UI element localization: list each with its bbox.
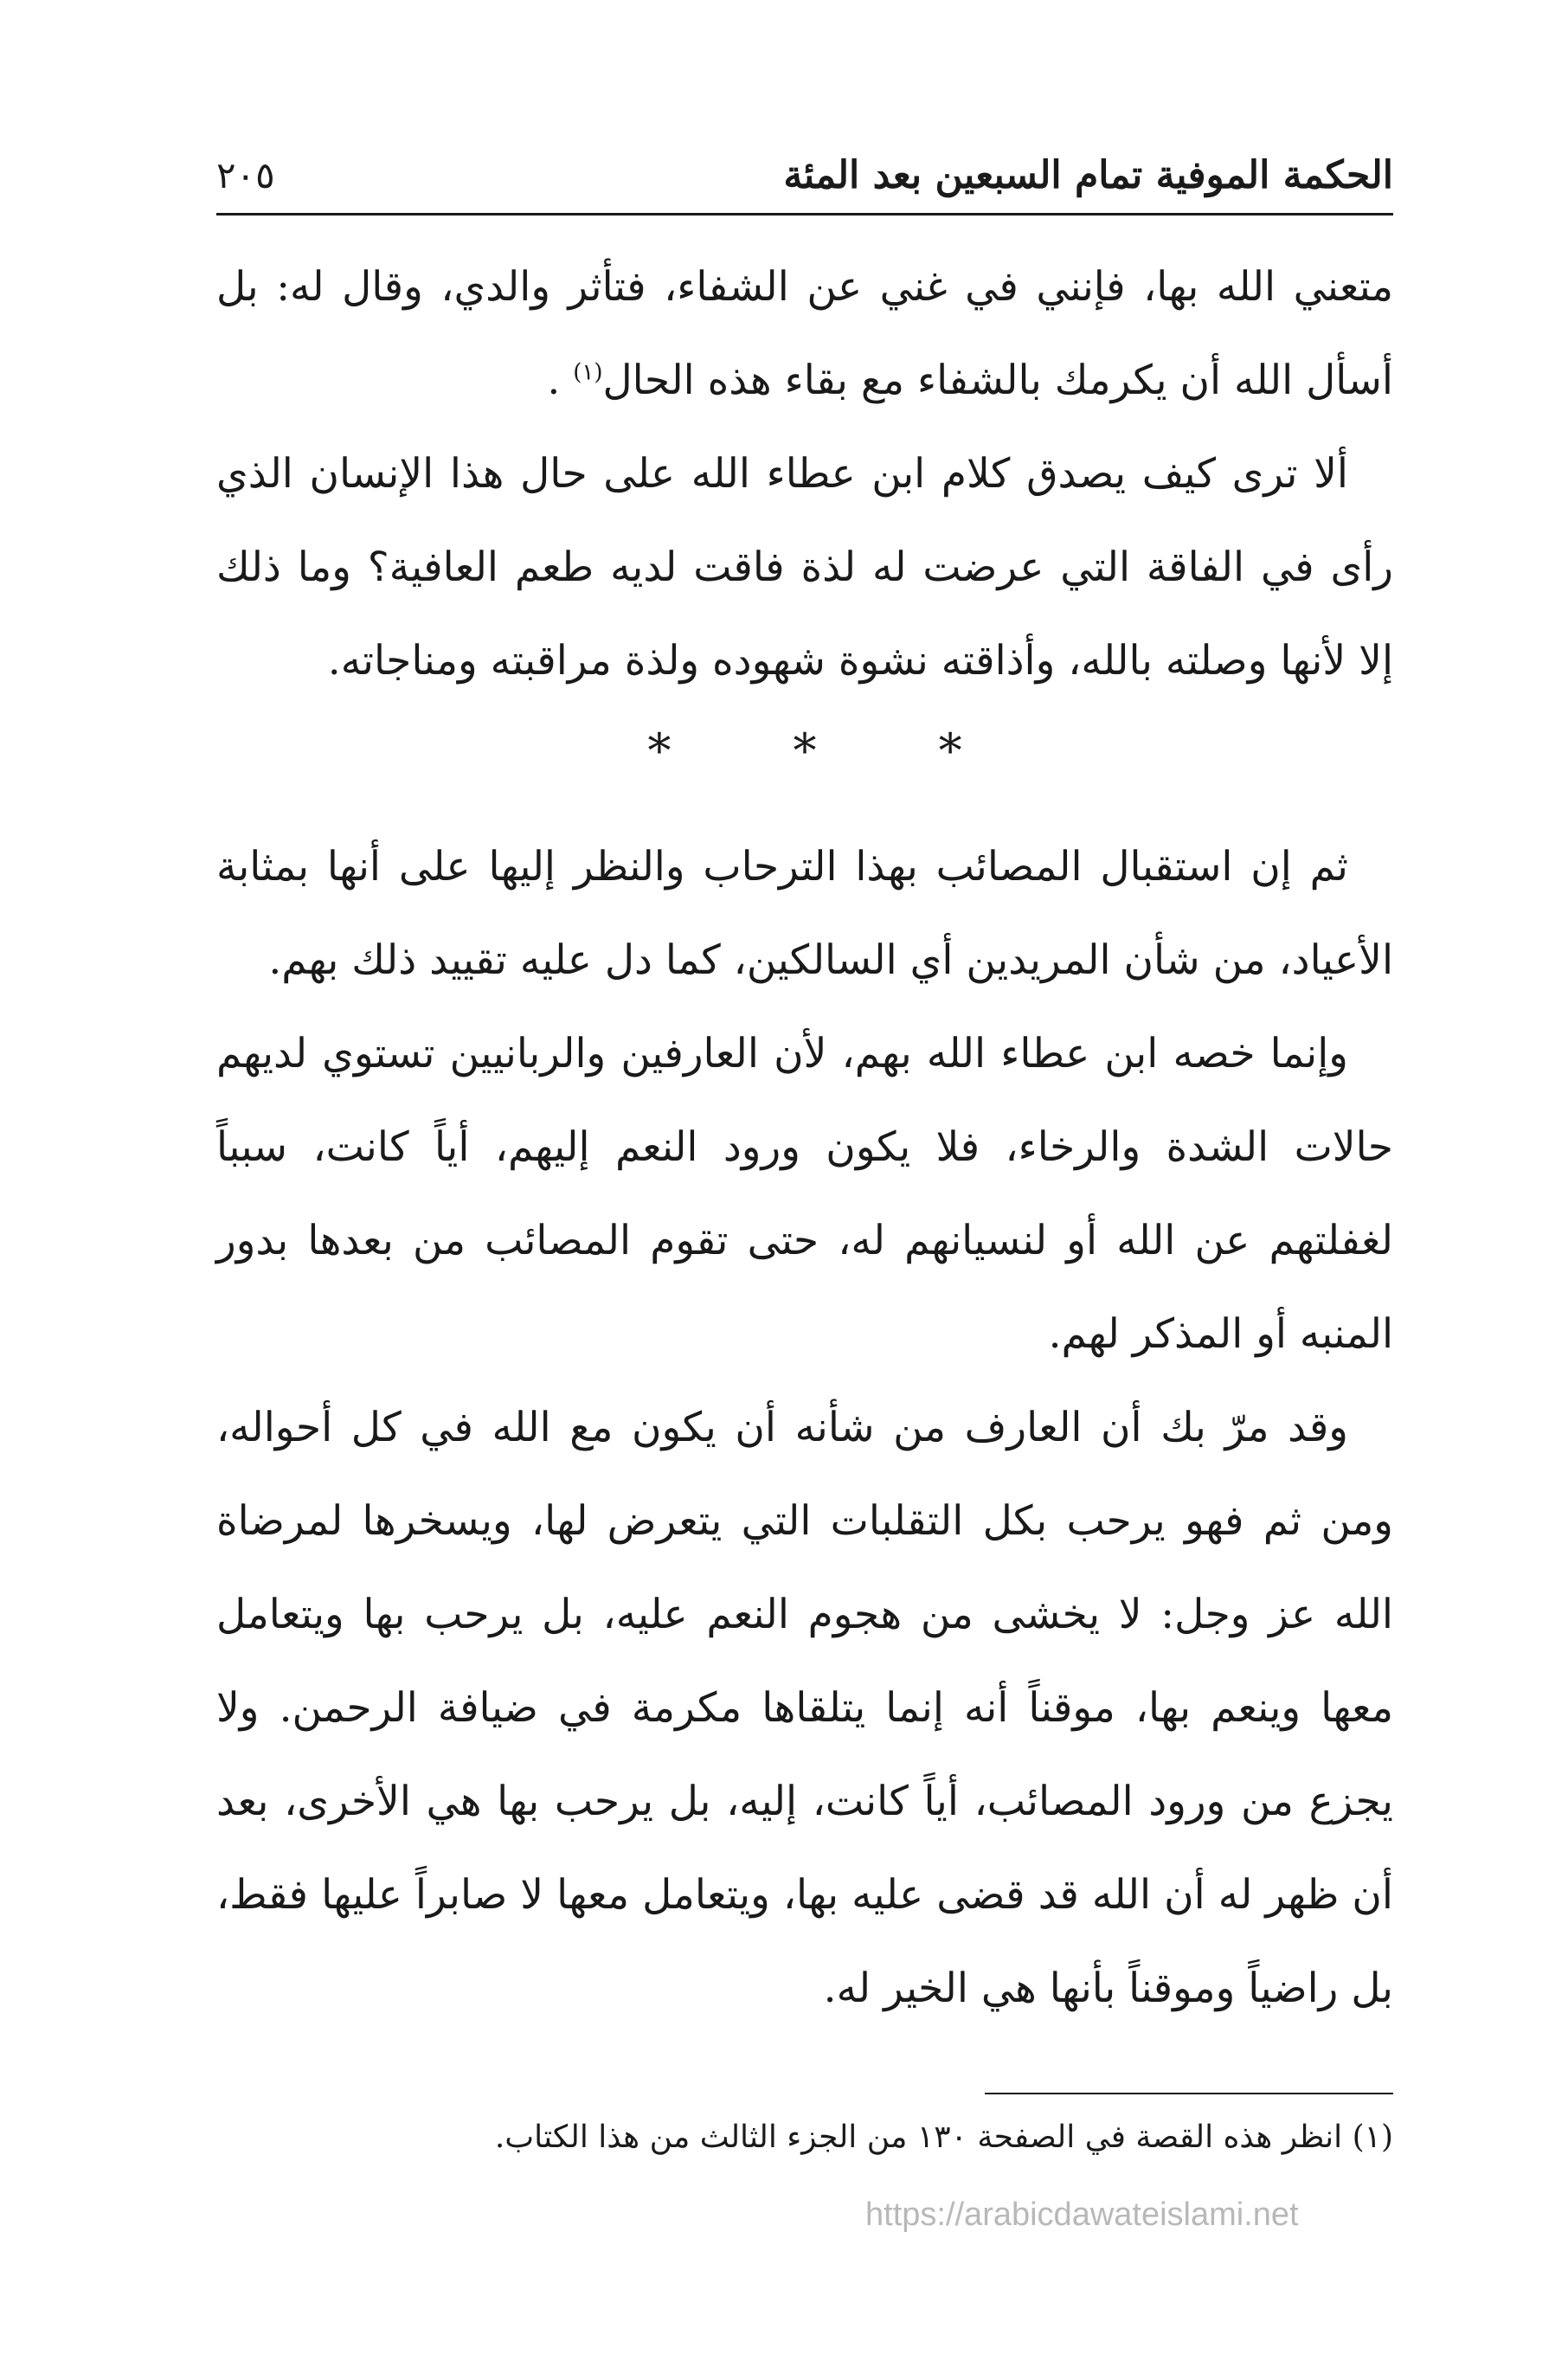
main-text bbox=[216, 241, 1393, 2036]
paragraph-3: ثم إن استقبال المصائب بهذا الترحاب والنظر إليها على أنها بمثابة الأعياد، من شأن المريدين أي السالكين، كما دل عليه تقييد ذلك بهم. bbox=[216, 843, 1393, 984]
footnote-rule bbox=[985, 2093, 1393, 2094]
paragraph-1-text: متعني الله بها، فإنني في غني عن الشفاء، فتأثر والدي، وقال له: بل أسأل الله أن يكرمك بالشفاء مع بقاء هذه الحال bbox=[216, 263, 1393, 404]
paragraph-5: وقد مرّ بك أن العارف من شأنه أن يكون مع الله في كل أحواله، ومن ثم فهو يرحب بكل التقلبات التي يتعرض لها، ويسخرها لمرضاة الله عز وجل: لا يخشى من هجوم النعم عليه، بل يرحب بها ويتعامل معها وينعم بها، موقناً أنه إنما يتلقاها مكرمة في ضيافة الرحمن. ولا يجزع من ورود المصائب، أياً كانت، إليه، بل يرحب بها هي الأخرى، بعد أن ظهر له أن الله قد قضى عليه بها، ويتعامل معها لا صابراً عليها فقط، بل راضياً وموقناً بأنها هي الخير له. bbox=[216, 1404, 1393, 2012]
footnote: (١) انظر هذه القصة في الصفحة ١٣٠ من الجزء الثالث من هذا الكتاب. bbox=[494, 2119, 1393, 2155]
chapter-title: الحكمة الموفية تمام السبعين بعد المئة bbox=[783, 153, 1393, 197]
paragraph-1 bbox=[216, 241, 1393, 428]
page-number: ٢٠٥ bbox=[216, 154, 275, 196]
section-separator bbox=[216, 708, 1393, 820]
header-rule bbox=[216, 213, 1393, 215]
separator-asterisk: * bbox=[647, 724, 672, 778]
watermark-url: https://arabicdawateislami.net bbox=[865, 2197, 1299, 2233]
footnote-reference: (١) bbox=[573, 359, 603, 386]
paragraph-2: ألا ترى كيف يصدق كلام ابن عطاء الله على حال هذا الإنسان الذي رأى في الفاقة التي عرضت له لذة فاقت لديه طعم العافية؟ وما ذلك إلا لأنها وصلته بالله، وأذاقته نشوة شهوده ولذة مراقبته ومناجاته. bbox=[216, 450, 1393, 685]
separator-asterisk: * bbox=[793, 724, 817, 778]
running-header bbox=[216, 145, 1393, 215]
paragraph-4: وإنما خصه ابن عطاء الله بهم، لأن العارفين والربانيين تستوي لديهم حالات الشدة والرخاء، فلا يكون ورود النعم إليهم، أياً كانت، سبباً لغفلتهم عن الله أو لنسيانهم له، حتى تقوم المصائب من بعدها بدور المنبه أو المذكر لهم. bbox=[216, 1030, 1393, 1358]
paragraph-1-end: . bbox=[547, 357, 574, 404]
separator-asterisk: * bbox=[938, 724, 962, 778]
